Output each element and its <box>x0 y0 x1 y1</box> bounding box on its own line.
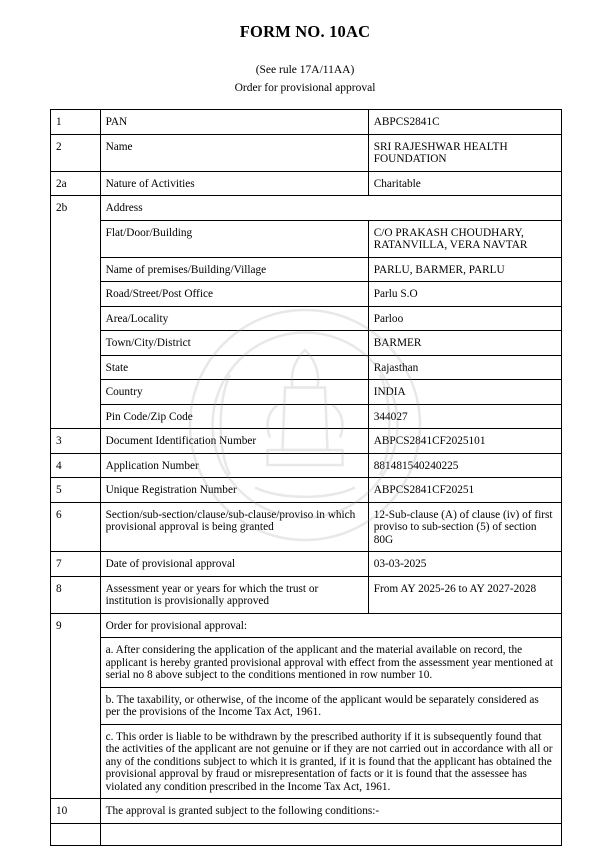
row-label: The approval is granted subject to the following conditions:- <box>100 799 561 824</box>
row-number: 7 <box>51 552 101 577</box>
row-value: 03-03-2025 <box>368 552 561 577</box>
address-value: C/O PRAKASH CHOUDHARY, RATANVILLA, VERA NAVTAR <box>368 220 561 257</box>
row-label: Nature of Activities <box>100 171 368 196</box>
row-number: 10 <box>51 799 101 824</box>
row-value: SRI RAJESHWAR HEALTH FOUNDATION <box>368 134 561 171</box>
row-label: Order for provisional approval: <box>100 613 561 638</box>
row-number: 2 <box>51 134 101 171</box>
table-row <box>51 724 562 799</box>
row-number: 8 <box>51 576 101 613</box>
row-number: 6 <box>51 502 101 552</box>
table-row <box>51 196 562 221</box>
row-number: 3 <box>51 429 101 454</box>
row-label: Name <box>100 134 368 171</box>
table-row <box>51 552 562 577</box>
row-label: Address <box>100 196 561 221</box>
row-label: Unique Registration Number <box>100 478 368 503</box>
address-value: Parlu S.O <box>368 282 561 307</box>
address-value: INDIA <box>368 380 561 405</box>
address-label: Flat/Door/Building <box>100 220 368 257</box>
order-paragraph-c: c. This order is liable to be withdrawn by the prescribed authority if it is subsequently found that the activities of the applicant are not genuine or if they are not carried out in accordance with all or any of the conditions subject to which it is granted, if it is found that the applicant has obtained the provisional approval by fraud or misrepresentation of facts or it is found that the assessee has violated any condition prescribed in the Income Tax Act, 1961. <box>100 724 561 799</box>
row-label: Date of provisional approval <box>100 552 368 577</box>
address-value: BARMER <box>368 331 561 356</box>
row-number: 5 <box>51 478 101 503</box>
row-number: 2b <box>51 196 101 221</box>
table-row <box>51 576 562 613</box>
row-value: From AY 2025-26 to AY 2027-2028 <box>368 576 561 613</box>
form-title: FORM NO. 10AC <box>239 22 371 41</box>
row-label: Document Identification Number <box>100 429 368 454</box>
order-paragraph-b: b. The taxability, or otherwise, of the income of the applicant would be separately considered as per the provisions of the Income Tax Act, 1961. <box>100 687 561 724</box>
order-paragraph-a: a. After considering the application of the applicant and the material available on record, the applicant is hereby granted provisional approval with effect from the assessment year mentioned at serial no 8 above subject to the conditions mentioned in row number 10. <box>100 638 561 688</box>
table-row <box>51 687 562 724</box>
table-row <box>51 171 562 196</box>
row-number: 9 <box>51 613 101 638</box>
address-label: Name of premises/Building/Village <box>100 257 368 282</box>
row-label: Section/sub-section/clause/sub-clause/proviso in which provisional approval is being granted <box>100 502 368 552</box>
table-row <box>51 220 562 257</box>
table-row <box>51 110 562 135</box>
row-value: ABPCS2841CF20251 <box>368 478 561 503</box>
row-label: PAN <box>100 110 368 135</box>
row-number: 2a <box>51 171 101 196</box>
address-label: Road/Street/Post Office <box>100 282 368 307</box>
table-row <box>51 823 562 845</box>
rule-reference: (See rule 17A/11AA) <box>255 64 355 76</box>
table-row <box>51 613 562 638</box>
table-row <box>51 134 562 171</box>
row-number: 4 <box>51 453 101 478</box>
form-subtitle: Order for provisional approval <box>234 82 376 94</box>
row-value: ABPCS2841C <box>368 110 561 135</box>
row-number: 1 <box>51 110 101 135</box>
address-label: State <box>100 355 368 380</box>
address-value: Parloo <box>368 306 561 331</box>
table-row <box>51 799 562 824</box>
row-value: 881481540240225 <box>368 453 561 478</box>
table-row <box>51 638 562 688</box>
address-label: Town/City/District <box>100 331 368 356</box>
address-label: Country <box>100 380 368 405</box>
address-value: 344027 <box>368 404 561 429</box>
table-row <box>51 257 562 282</box>
address-value: PARLU, BARMER, PARLU <box>368 257 561 282</box>
row-label: Assessment year or years for which the trust or institution is provisionally approved <box>100 576 368 613</box>
income-tax-department-emblem-icon <box>180 300 430 550</box>
row-label: Application Number <box>100 453 368 478</box>
row-value: 12-Sub-clause (A) of clause (iv) of first proviso to sub-section (5) of section 80G <box>368 502 561 552</box>
row-value: ABPCS2841CF2025101 <box>368 429 561 454</box>
address-label: Pin Code/Zip Code <box>100 404 368 429</box>
row-value: Charitable <box>368 171 561 196</box>
address-value: Rajasthan <box>368 355 561 380</box>
address-label: Area/Locality <box>100 306 368 331</box>
